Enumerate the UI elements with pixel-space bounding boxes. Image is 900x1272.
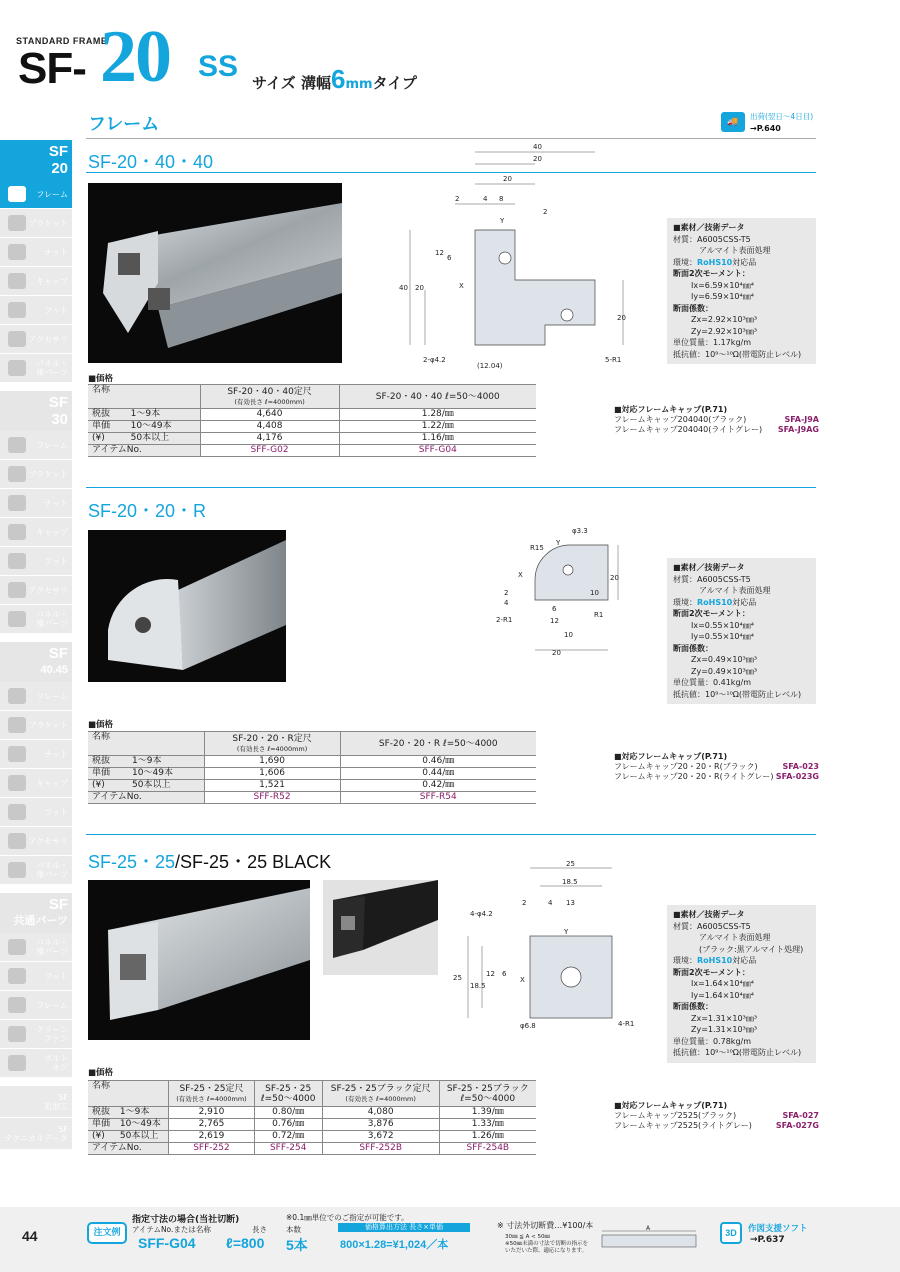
item-no: SFF-R54 [340, 792, 536, 804]
price-table: 名称 SF-25・25定尺 (有効長さ ℓ=4000mm) SF-25・25 ℓ=50〜4000 SF-25・25ブラック定尺 (有効長さ ℓ=4000mm) SF-25・25ブラック ℓ=50〜4000 税抜 1〜9本 2,910 0.80/㎜ 4,080 1.39/㎜ 単価 10〜49本 2,765 0.76/㎜ 3,876 1.33/㎜ (¥) 50本以上 2,619 0.72/㎜ 3,672 1.26/㎜ アイテムNo. SFF-252 SFF-254 SFF-252B SFF-254B [88, 1080, 536, 1155]
dim-20: 20 [533, 155, 542, 163]
category-icon [8, 495, 26, 511]
order-unit-note: ※0.1㎜単位でのご指定が可能です。 [286, 1213, 409, 1222]
cad-software-icon: 3D [720, 1222, 742, 1244]
dim-6: 6 [502, 970, 507, 978]
dim-6: 6 [552, 605, 557, 613]
sidebar-group-header[interactable] [0, 391, 72, 431]
cut-note-2: いただいた際、適応になります。 [505, 1248, 588, 1254]
sidebar-item[interactable] [0, 1020, 72, 1049]
series-prefix: SF- [18, 44, 86, 93]
sidebar-item-label: ナット [44, 498, 68, 508]
frame-caps: ■対応フレームキャップ(P.71) フレームキャップ2525(ブラック) SFA-027 フレームキャップ2525(ライトグレー) SFA-027G [614, 1101, 819, 1130]
dim-r1: 4-R1 [618, 1020, 635, 1028]
category-icon [8, 968, 26, 984]
dim-25: 25 [566, 860, 575, 868]
dim-diag: (12.04) [477, 362, 503, 370]
cut-fee: ※ 寸法外切断費…¥100/本 [497, 1221, 594, 1230]
product-photo [88, 530, 286, 682]
order-qty: 5本 [286, 1237, 308, 1253]
category-icon [8, 437, 26, 453]
price-table: 名称 SF-20・40・40定尺 (有効長さ ℓ=4000mm) SF-20・40・40 ℓ=50〜4000 税抜 1〜9本 4,640 1.28/㎜ 単価 10〜49本 4,408 1.22/㎜ (¥) 50本以上 4,176 1.16/㎜ アイテムNo. SFF-G02 SFF-G04 [88, 384, 536, 457]
sidebar-item[interactable] [0, 1086, 72, 1118]
dim-hole: 4-φ4.2 [470, 910, 493, 918]
sidebar-gap [0, 1078, 72, 1086]
sidebar-item[interactable] [0, 325, 72, 354]
order-calc: 800×1.28=¥1,024／本 [340, 1239, 449, 1251]
frame-caps: ■対応フレームキャップ(P.71) フレームキャップ204040(ブラック) SFA-J9A フレームキャップ204040(ライトグレー) SFA-J9AG [614, 405, 819, 434]
category-icon [8, 553, 26, 569]
sidebar-item-label: ボルト ネジ [44, 1054, 68, 1072]
dim-20v: 20 [610, 574, 619, 582]
spec-box: ■素材／技術データ 材質：A6005CSS-T5 アルマイト表面処理 環境：RoHS10対応品 断面2次モーメント： Ix=6.59×10⁴㎜⁴ Iy=6.59×10⁴㎜⁴ 断面係数： Zx=2.92×10³㎜³ Zy=2.92×10³㎜³ 単位質量：1.17kg/m 抵抗値：10⁹〜¹⁰Ω(帯電防止レベル) [667, 218, 816, 364]
price-method-bar: 価格算出方法 長さ×単価 [338, 1223, 470, 1232]
sidebar-item-label: アクセサリ [28, 836, 68, 846]
sidebar-item[interactable] [0, 991, 72, 1020]
sidebar-item-label: フレーム [36, 189, 68, 199]
item-no: SFF-G04 [339, 445, 536, 457]
sidebar-item-label: フット [44, 807, 68, 817]
sidebar-group-header[interactable] [0, 893, 72, 933]
item-no: SFF-252B [322, 1143, 439, 1155]
category-icon [8, 804, 26, 820]
sidebar-item[interactable] [0, 962, 72, 991]
truck-icon: 🚚 [721, 112, 745, 132]
dim-13: 13 [566, 899, 575, 907]
sidebar-item-label: ブラケット [28, 218, 68, 228]
product-title: SF-20・40・40 [88, 152, 214, 172]
sidebar-item[interactable] [0, 518, 72, 547]
sidebar-item-label: パネル・ 扉パーツ [36, 359, 68, 377]
sidebar-item-label: アクセサリ [28, 585, 68, 595]
category-icon [8, 611, 26, 627]
dim-12: 12 [435, 249, 444, 257]
item-no: SFF-G02 [200, 445, 339, 457]
product-title: SF-25・25/SF-25・25 BLACK [88, 852, 332, 872]
sidebar-group-series: SF [48, 143, 68, 160]
item-no: SFF-R52 [204, 792, 340, 804]
category-icon [8, 273, 26, 289]
category-icon [8, 775, 26, 791]
dim-18-5: 18.5 [562, 878, 578, 886]
order-item: SFF-G04 [138, 1235, 196, 1251]
sidebar-item-label: ブラケット [28, 469, 68, 479]
sidebar-group-series: SF [48, 645, 68, 662]
sidebar-item-label: フット [44, 305, 68, 315]
order-note: 指定寸法の場合(当社切断) [132, 1215, 240, 1225]
dim-phi: φ3.3 [572, 527, 588, 535]
header-divider [86, 138, 816, 139]
category-icon [8, 331, 26, 347]
category-icon [8, 215, 26, 231]
sidebar-item-label: SF テクニカルデータ [4, 1124, 68, 1143]
dim-r1: R1 [594, 611, 604, 619]
category-icon [8, 833, 26, 849]
size-code: SS [198, 50, 239, 83]
frame-caps: ■対応フレームキャップ(P.71) フレームキャップ20・20・R(ブラック) SFA-023 フレームキャップ20・20・R(ライトグレー) SFA-023G [614, 752, 819, 781]
category-icon [8, 302, 26, 318]
category-icon [8, 746, 26, 762]
sidebar-item[interactable] [0, 547, 72, 576]
cut-length-diagram [600, 1225, 698, 1253]
spec-box: ■素材／技術データ 材質：A6005CSS-T5 アルマイト表面処理 環境：RoHS10対応品 断面2次モーメント： Ix=0.55×10⁴㎜⁴ Iy=0.55×10⁴㎜⁴ 断面係数： Zx=0.49×10³㎜³ Zy=0.49×10³㎜³ 単位質量：0.41kg/m 抵抗値：10⁹〜¹⁰Ω(帯電防止レベル) [667, 558, 816, 704]
dim-2b: 2 [543, 208, 548, 216]
dim-40v: 40 [399, 284, 408, 292]
cut-range: 30㎜ ≦ A < 50㎜ [505, 1234, 550, 1240]
sidebar-item-label: パネル・ 扉パーツ [36, 938, 68, 956]
sidebar-item[interactable] [0, 769, 72, 798]
order-length: ℓ=800 [226, 1235, 265, 1251]
sidebar-item-label: パネル・ 扉パーツ [36, 610, 68, 628]
sidebar-item-label: キャップ [36, 276, 68, 286]
sidebar-item-label: ナット [44, 749, 68, 759]
profile-drawing [453, 858, 640, 1033]
dim-20v: 20 [415, 284, 424, 292]
series-label: STANDARD FRAME [16, 36, 108, 46]
sidebar-item[interactable] [0, 827, 72, 856]
dim-10: 10 [564, 631, 573, 639]
dim-2r1: 2-R1 [496, 616, 513, 624]
dim-4: 4 [548, 899, 553, 907]
category-icon [8, 360, 26, 376]
sidebar-item-label: フット [44, 971, 68, 981]
dim-8: 8 [499, 195, 504, 203]
cad-software-link[interactable]: 作図支援ソフト [748, 1224, 808, 1234]
dim-2: 2 [504, 589, 509, 597]
page-number: 44 [22, 1228, 38, 1244]
axis-y: Y [556, 539, 561, 547]
dim-hole: 2-φ4.2 [423, 356, 446, 364]
cut-note: ※50㎜未満の寸法で切断の指示を [505, 1241, 589, 1247]
category-icon [8, 688, 26, 704]
category-icon [8, 1026, 26, 1042]
category-icon [8, 1055, 26, 1071]
dim-12: 12 [486, 970, 495, 978]
sidebar-item-label: SF 追加工 [44, 1092, 68, 1111]
dim-2: 2 [455, 195, 460, 203]
category-icon [8, 582, 26, 598]
sidebar-item[interactable] [0, 576, 72, 605]
shipping-info[interactable]: 出荷(翌日〜4日目) →P.640 [750, 112, 814, 133]
axis-x: X [518, 571, 523, 579]
dim-r15: R15 [530, 544, 544, 552]
sidebar-item-label: キャップ [36, 527, 68, 537]
product-title: SF-20・20・R [88, 501, 207, 521]
category-icon [8, 466, 26, 482]
price-label: ■価格 [88, 720, 114, 730]
item-no: SFF-254 [254, 1143, 322, 1155]
dim-4: 4 [504, 599, 509, 607]
product-photo-black [323, 880, 438, 975]
sidebar-item-label: キャップ [36, 778, 68, 788]
sidebar-item[interactable] [0, 1049, 72, 1078]
dim-12: 12 [550, 617, 559, 625]
axis-x: X [520, 976, 525, 984]
sidebar-item[interactable] [0, 460, 72, 489]
dim-4: 4 [483, 195, 488, 203]
order-length-label: 長さ [252, 1225, 267, 1234]
sidebar-item[interactable] [0, 711, 72, 740]
profile-drawing [490, 525, 630, 660]
dim-phi: φ6.8 [520, 1022, 536, 1030]
sidebar-group-header[interactable] [0, 642, 72, 682]
price-table: 名称 SF-20・20・R定尺 (有効長さ ℓ=4000mm) SF-20・20・R ℓ=50〜4000 税抜 1〜9本 1,690 0.46/㎜ 単価 10〜49本 1,606 0.44/㎜ (¥) 50本以上 1,521 0.42/㎜ アイテムNo. SFF-R52 SFF-R54 [88, 731, 536, 804]
sidebar-item-label: パネル・ 扉パーツ [36, 861, 68, 879]
order-qty-label: 本数 [286, 1225, 301, 1234]
sidebar-group-size: 40.45 [40, 664, 68, 676]
price-label: ■価格 [88, 1068, 114, 1078]
sidebar-group-size: 30 [51, 411, 68, 428]
order-example-badge: 注文例 [87, 1222, 127, 1244]
spec-box: ■素材／技術データ 材質：A6005CSS-T5 アルマイト表面処理 (ブラック:黒アルマイト処理) 環境：RoHS10対応品 断面2次モーメント： Ix=1.64×10⁴㎜⁴ Iy=1.64×10⁴㎜⁴ 断面係数： Zx=1.31×10³㎜³ Zy=1.31×10³㎜³ 単位質量：0.78kg/m 抵抗値：10⁹〜¹⁰Ω(帯電防止レベル) [667, 905, 816, 1063]
category-icon [8, 862, 26, 878]
sidebar-item[interactable] [0, 354, 72, 383]
dim-6: 6 [447, 254, 452, 262]
product-photo [88, 183, 342, 363]
item-no: SFF-252 [169, 1143, 254, 1155]
sidebar-item[interactable] [0, 605, 72, 634]
sidebar-item[interactable] [0, 798, 72, 827]
sidebar-item[interactable] [0, 1118, 72, 1150]
sidebar-item[interactable] [0, 267, 72, 296]
sidebar-item[interactable] [0, 933, 72, 962]
cad-software-ref[interactable]: →P.637 [750, 1235, 785, 1245]
order-item-label: アイテムNo.または名称 [132, 1225, 211, 1234]
dim-20r: 20 [617, 314, 626, 322]
sidebar-nav [0, 140, 72, 1150]
sidebar-item-label: アクセサリ [28, 334, 68, 344]
sidebar-item-label: ナット [44, 247, 68, 257]
sidebar-group-size: 20 [51, 160, 68, 177]
dim-25v: 25 [453, 974, 462, 982]
dim-10v: 10 [590, 589, 599, 597]
axis-y: Y [500, 217, 505, 225]
price-label: ■価格 [88, 374, 114, 384]
dim-2: 2 [522, 899, 527, 907]
sidebar-item[interactable] [0, 856, 72, 885]
dim-20: 20 [552, 649, 561, 657]
sidebar-item[interactable] [0, 431, 72, 460]
item-no: SFF-254B [439, 1143, 536, 1155]
sidebar-item[interactable] [0, 209, 72, 238]
sidebar-item[interactable] [0, 740, 72, 769]
sidebar-gap [0, 885, 72, 893]
sidebar-item[interactable] [0, 238, 72, 267]
category-icon [8, 939, 26, 955]
profile-drawing [395, 140, 640, 375]
sidebar-item-label: フレーム [36, 440, 68, 450]
sidebar-item-label: クリーン ファン [36, 1025, 68, 1043]
category-icon [8, 186, 26, 202]
sidebar-item-label: ブラケット [28, 720, 68, 730]
dim-40: 40 [533, 143, 542, 151]
size-description: サイズ 溝幅6mmタイプ [252, 64, 417, 94]
category-icon [8, 524, 26, 540]
category-icon [8, 997, 26, 1013]
section-title: フレーム [88, 114, 160, 135]
dim-18-5v: 18.5 [470, 982, 486, 990]
product-photo [88, 880, 310, 1040]
sidebar-group-header[interactable] [0, 140, 72, 180]
cut-dim-a: A [646, 1225, 651, 1232]
category-icon [8, 717, 26, 733]
sidebar-gap [0, 383, 72, 391]
dim-r1: 5-R1 [605, 356, 622, 364]
sidebar-item[interactable] [0, 296, 72, 325]
sidebar-item[interactable] [0, 682, 72, 711]
axis-x: X [459, 282, 464, 290]
sidebar-item[interactable] [0, 489, 72, 518]
sidebar-item[interactable] [0, 180, 72, 209]
sidebar-group-size: 共通パーツ [13, 915, 68, 927]
sidebar-group-series: SF [48, 394, 68, 411]
category-icon [8, 244, 26, 260]
sidebar-item-label: フレーム [36, 691, 68, 701]
sidebar-item-label: フレーム [36, 1000, 68, 1010]
sidebar-item-label: フット [44, 556, 68, 566]
axis-y: Y [564, 928, 569, 936]
dim-20b: 20 [503, 175, 512, 183]
sidebar-group-series: SF [48, 896, 68, 913]
product-divider [86, 834, 816, 835]
col-header: SF-20・40・40定尺 (有効長さ ℓ=4000mm) [200, 385, 339, 409]
series-number: 20 [100, 16, 170, 98]
sidebar-gap [0, 634, 72, 642]
product-divider [86, 487, 816, 488]
